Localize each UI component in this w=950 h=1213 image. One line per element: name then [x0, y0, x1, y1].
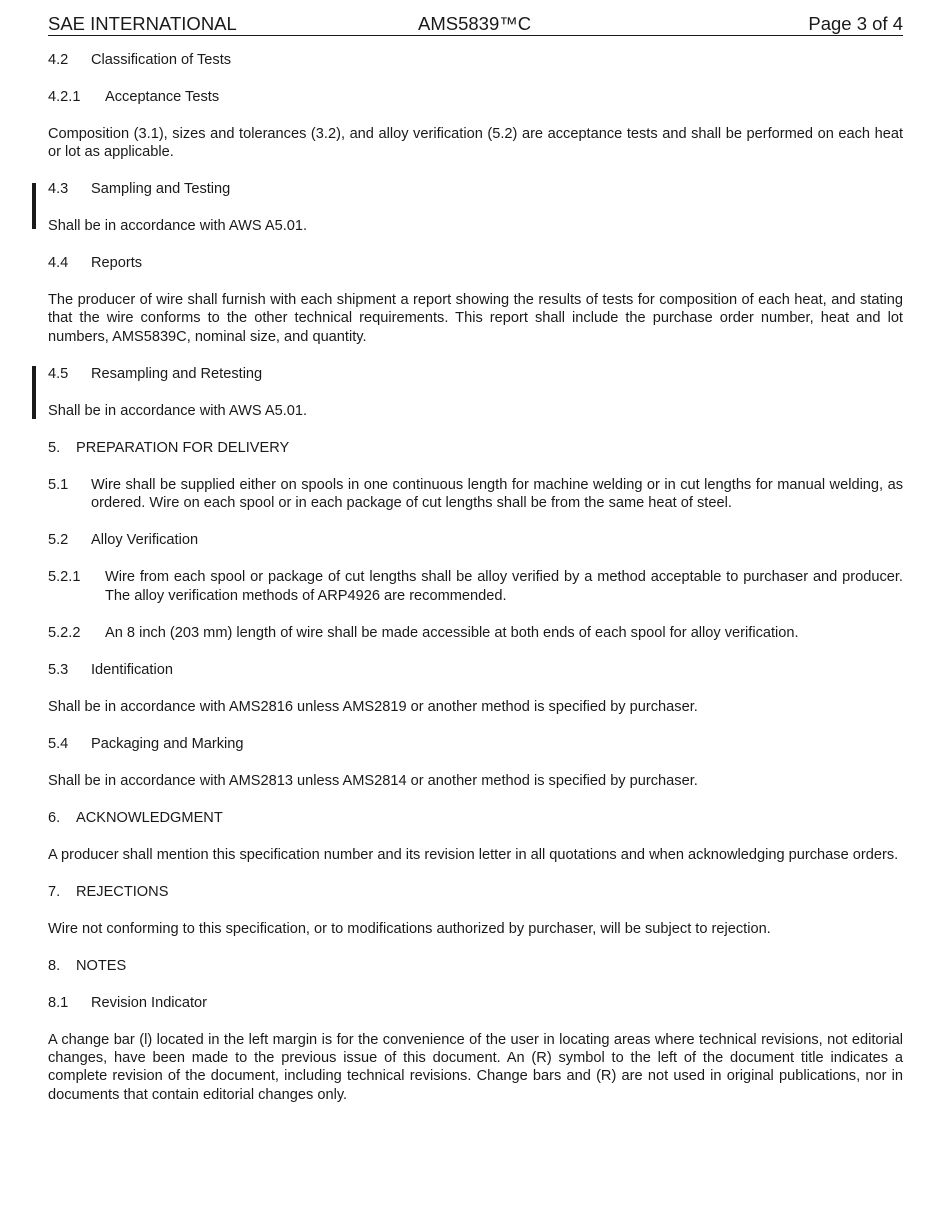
- heading-8: 8. NOTES: [48, 957, 127, 974]
- heading-5-3: 5.3 Identification: [48, 661, 173, 678]
- paragraph-4-2-1: Composition (3.1), sizes and tolerances (3.2), and alloy verification (5.2) are acceptance tests and shall be performed on each heat or lot as applicable.: [48, 125, 903, 160]
- heading-5-2: 5.2 Alloy Verification: [48, 532, 199, 549]
- heading-6: 6. ACKNOWLEDGMENT: [48, 809, 223, 826]
- paragraph-4-4: The producer of wire shall furnish with each shipment a report showing the results of tests for composition of each heat, and stating that the wire conforms to the other technical requirements. This report shall include the purchase order number, heat and lot numbers, AMS5839C, nominal size, and quantity.: [48, 291, 903, 345]
- header-org: SAE INTERNATIONAL: [48, 13, 237, 34]
- paragraph-4-5: Shall be in accordance with AWS A5.01.: [48, 402, 308, 419]
- page-header: [48, 12, 903, 36]
- paragraph-7: Wire not conforming to this specification, or to modifications authorized by purchaser, will be subject to rejection.: [48, 920, 771, 937]
- header-doc-id: AMS5839™C: [418, 13, 532, 34]
- item-5-2-1: 5.2.1 Wire from each spool or package of cut lengths shall be alloy verified by a method acceptable to purchaser and producer. The alloy verification methods of ARP4926 are recommended.: [48, 569, 903, 604]
- paragraph-4-3: Shall be in accordance with AWS A5.01.: [48, 217, 308, 234]
- header-page-number: Page 3 of 4: [808, 13, 903, 34]
- document-body: [48, 51, 903, 1105]
- item-5-2-2: 5.2.2 An 8 inch (203 mm) length of wire shall be made accessible at both ends of each spool for alloy verification.: [48, 624, 799, 641]
- paragraph-8-1: A change bar (l) located in the left margin is for the convenience of the user in locating areas where technical revisions, not editorial changes, have been made to the previous issue of this document. An (R) symbol to the left of the document title indicates a complete revision of the document, including technical revisions. Change bars and (R) are not used in original publications, nor in documents that contain editorial changes only.: [48, 1031, 903, 1103]
- heading-5-4: 5.4 Packaging and Marking: [48, 735, 244, 752]
- paragraph-5-3: Shall be in accordance with AMS2816 unless AMS2819 or another method is specified by purchaser.: [48, 698, 698, 715]
- change-bar-4-5: [32, 366, 36, 419]
- item-5-1: 5.1 Wire shall be supplied either on spools in one continuous length for machine welding or in cut lengths for manual welding, as ordered. Wire on each spool or in each package of cut lengths shall be from the same heat of steel.: [48, 476, 903, 512]
- heading-5: 5. PREPARATION FOR DELIVERY: [48, 439, 290, 456]
- heading-4-4: 4.4 Reports: [48, 254, 143, 271]
- document-page: [48, 12, 903, 1123]
- heading-4-3: 4.3 Sampling and Testing: [48, 180, 231, 197]
- paragraph-5-4: Shall be in accordance with AMS2813 unless AMS2814 or another method is specified by purchaser.: [48, 772, 698, 789]
- heading-8-1: 8.1 Revision Indicator: [48, 994, 207, 1011]
- paragraph-6: A producer shall mention this specification number and its revision letter in all quotations and when acknowledging purchase orders.: [48, 846, 899, 863]
- heading-7: 7. REJECTIONS: [48, 883, 169, 900]
- heading-4-2-1: 4.2.1 Acceptance Tests: [48, 88, 220, 105]
- change-bar-4-3: [32, 183, 36, 229]
- heading-4-2: 4.2 Classification of Tests: [48, 51, 232, 68]
- heading-4-5: 4.5 Resampling and Retesting: [48, 365, 263, 382]
